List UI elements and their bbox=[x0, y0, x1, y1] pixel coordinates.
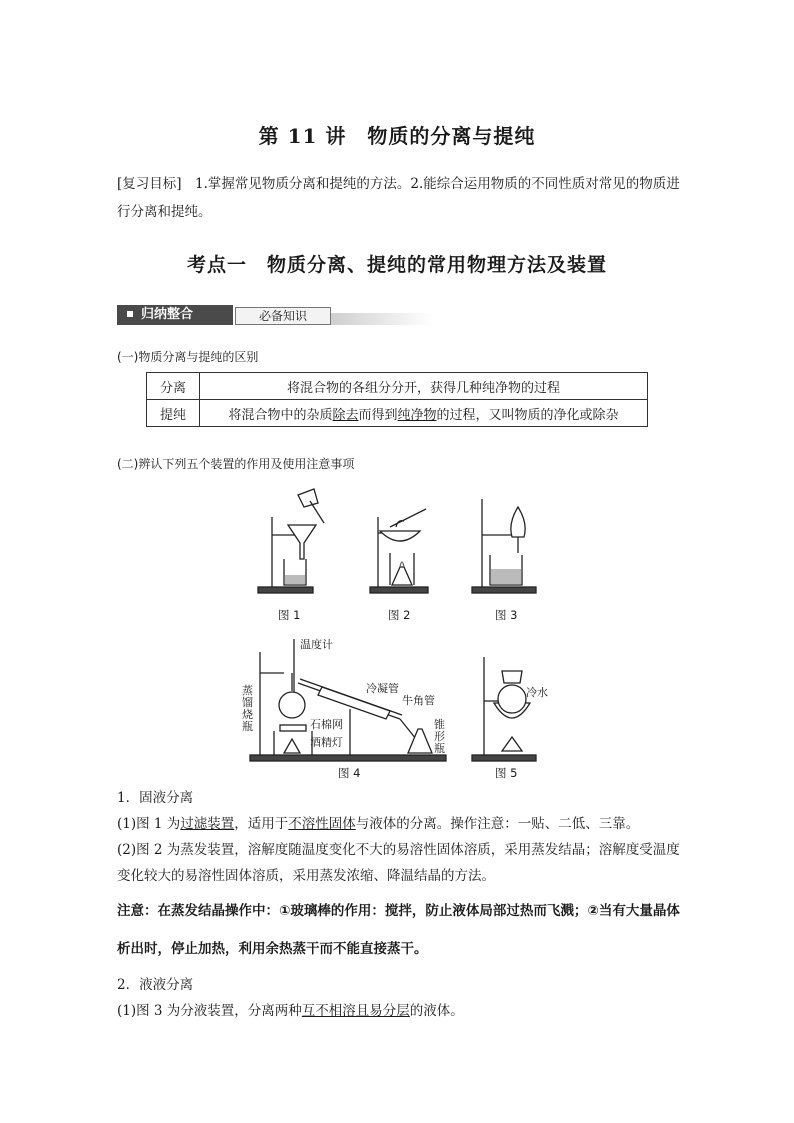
table-cell-term: 提纯 bbox=[147, 400, 200, 427]
note-paragraph: 注意：在蒸发结晶操作中：①玻璃棒的作用：搅拌，防止液体局部过热而飞溅；②当有大量晶体析出时，停止加热，利用余热蒸干而不能直接蒸干。 bbox=[117, 903, 680, 957]
para-underline: 互不相溶且易分层 bbox=[301, 1003, 410, 1019]
label-condenser: 冷凝管 bbox=[366, 682, 399, 695]
figure-label: 图 2 bbox=[388, 608, 411, 622]
subheading-2: (二)辨认下列五个装置的作用及使用注意事项 bbox=[117, 457, 355, 471]
para-underline: 不溶性固体 bbox=[288, 816, 356, 832]
label-conical-flask: 锥形瓶 bbox=[434, 718, 445, 755]
section-banner bbox=[117, 305, 433, 325]
para-text: ，适用于 bbox=[234, 816, 289, 832]
figure-2-evaporation bbox=[370, 509, 428, 593]
figure-label: 图 1 bbox=[278, 608, 301, 622]
comparison-table bbox=[146, 372, 648, 427]
def-underline: 除去 bbox=[332, 407, 359, 423]
banner-summary bbox=[117, 305, 233, 325]
para-text: 与液体的分离。操作注意：一贴、二低、三靠。 bbox=[355, 816, 640, 832]
heading-liquid-liquid: 2．液液分离 bbox=[117, 977, 194, 993]
goal-tag: [复习目标] bbox=[117, 176, 182, 192]
figure-5-sublimation bbox=[472, 657, 536, 761]
def-text: 而得到 bbox=[358, 407, 398, 423]
banner-summary-label: 归纳整合 bbox=[141, 307, 194, 322]
para-text: (1)图 1 为 bbox=[117, 816, 181, 832]
para-underline: 过滤装置 bbox=[180, 816, 235, 832]
figure-label: 图 3 bbox=[495, 608, 518, 622]
label-thermometer: 温度计 bbox=[300, 638, 333, 651]
apparatus-figures bbox=[240, 487, 560, 779]
label-asbestos-gauze: 石棉网 bbox=[310, 718, 343, 731]
figure-3-separatory-funnel bbox=[472, 499, 536, 593]
paragraph-filtration bbox=[117, 811, 687, 837]
page-title: 第 11 讲 物质的分离与提纯 bbox=[258, 124, 536, 148]
def-text: 将混合物中的杂质 bbox=[228, 407, 333, 423]
banner-fade bbox=[331, 313, 433, 325]
table-cell-def bbox=[200, 400, 648, 427]
label-adapter: 牛角管 bbox=[402, 694, 435, 707]
subheading-1: (一)物质分离与提纯的区别 bbox=[117, 350, 259, 364]
table-cell-term: 分离 bbox=[147, 373, 200, 400]
heading-solid-liquid: 1．固液分离 bbox=[117, 790, 194, 806]
paragraph-separation bbox=[117, 998, 687, 1024]
para-text: (1)图 3 为分液装置，分离两种 bbox=[117, 1003, 302, 1019]
banner-knowledge: 必备知识 bbox=[235, 307, 331, 325]
apparatus-drawing bbox=[240, 487, 560, 779]
figure-1-filtration bbox=[258, 489, 324, 593]
label-distilling-flask: 蒸馏烧瓶 bbox=[242, 684, 253, 733]
def-text: 的过程，又叫物质的净化或除杂 bbox=[436, 407, 619, 423]
review-goal bbox=[117, 170, 687, 226]
label-cold-water: 冷水 bbox=[526, 686, 548, 699]
def-underline: 纯净物 bbox=[397, 407, 437, 423]
paragraph-evaporation: (2)图 2 为蒸发装置，溶解度随温度变化不大的易溶性固体溶质，采用蒸发结晶；溶解度受温度变化较大的易溶性固体溶质，采用蒸发浓缩、降温结晶的方法。 bbox=[117, 842, 680, 884]
figure-label: 图 5 bbox=[495, 766, 518, 780]
table-row bbox=[147, 400, 648, 427]
section-title: 考点一 物质分离、提纯的常用物理方法及装置 bbox=[186, 254, 607, 276]
para-text: 的液体。 bbox=[409, 1003, 464, 1019]
table-row bbox=[147, 373, 648, 400]
figure-label: 图 4 bbox=[338, 766, 361, 780]
goal-text: 1.掌握常见物质分离和提纯的方法。2.能综合运用物质的不同性质对常见的物质进行分离和提纯。 bbox=[117, 176, 680, 220]
square-icon bbox=[127, 311, 133, 317]
table-cell-def: 将混合物的各组分分开，获得几种纯净物的过程 bbox=[200, 373, 648, 400]
label-alcohol-lamp: 酒精灯 bbox=[310, 736, 343, 749]
